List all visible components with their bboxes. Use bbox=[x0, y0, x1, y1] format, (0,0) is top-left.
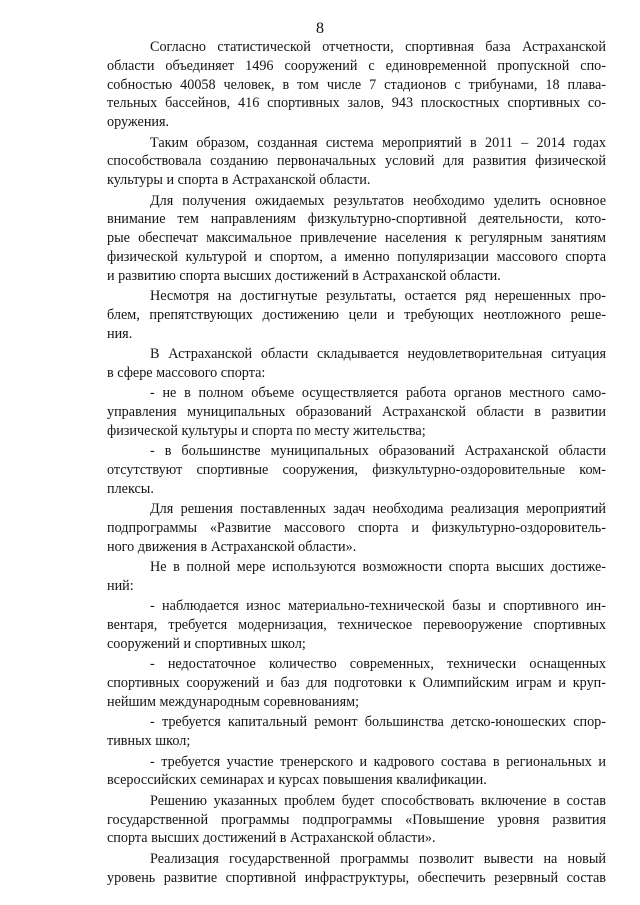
paragraph bbox=[107, 384, 606, 440]
text-line: Реализация государственной программы позволит вывести на новый bbox=[150, 850, 606, 867]
text-line: подпрограммы «Развитие массового спорта и физкультурно-оздоровитель- bbox=[107, 520, 606, 537]
text-line: культуры и спорта в Астраханской области. bbox=[107, 172, 371, 189]
text-line: плексы. bbox=[107, 480, 154, 497]
text-line: - недостаточное количество современных, технически оснащенных bbox=[150, 656, 606, 673]
text-line: собностью 40058 человек, в том числе 7 стадионов с трибунами, 18 плава- bbox=[107, 76, 606, 93]
text-line: оружения. bbox=[107, 114, 170, 131]
text-line: физической культуры и спорта по месту жительства; bbox=[107, 422, 426, 439]
text-line: Решению указанных проблем будет способствовать включение в состав bbox=[150, 792, 606, 809]
text-line: - в большинстве муниципальных образований Астраханской области bbox=[150, 443, 606, 460]
page-number: 8 bbox=[316, 20, 324, 37]
text-line: нейшим международным соревнованиям; bbox=[107, 694, 360, 711]
text-line: - не в полном объеме осуществляется работа органов местного само- bbox=[150, 385, 606, 402]
paragraph bbox=[107, 345, 606, 383]
paragraph bbox=[107, 792, 606, 848]
text-line: ния. bbox=[107, 325, 133, 342]
text-line: В Астраханской области складывается неудовлетворительная ситуация bbox=[150, 346, 606, 363]
paragraph bbox=[107, 287, 606, 343]
text-line: и развитию спорта высших достижений в Астраханской области. bbox=[107, 267, 501, 284]
text-line: сооружений и спортивных школ; bbox=[107, 636, 306, 653]
text-line: вентаря, требуется модернизация, техническое перевооружение спортивных bbox=[107, 617, 606, 634]
paragraph bbox=[107, 500, 606, 556]
paragraph bbox=[107, 558, 606, 596]
text-line: тельных бассейнов, 416 спортивных залов, 943 плоскостных спортивных со- bbox=[107, 95, 606, 112]
text-line: всероссийских семинарах и курсах повышения квалификации. bbox=[107, 772, 487, 789]
text-line: ного движения в Астраханской области». bbox=[107, 538, 357, 555]
paragraph bbox=[107, 753, 606, 791]
paragraph bbox=[107, 850, 606, 888]
text-line: спортивных сооружений и баз для подготовки к Олимпийским играм и круп- bbox=[107, 675, 606, 692]
paragraph bbox=[107, 192, 606, 286]
text-line: - наблюдается износ материально-технической базы и спортивного ин- bbox=[150, 598, 606, 615]
text-line: отсутствуют спортивные сооружения, физкультурно-оздоровительные ком- bbox=[107, 462, 606, 479]
text-line: Не в полной мере используются возможности спорта высших достиже- bbox=[150, 559, 606, 576]
text-line: уровень развитие спортивной инфраструктуры, обеспечить резервный состав bbox=[107, 869, 606, 886]
text-line: внимание тем направлениям физкультурно-спортивной деятельности, кото- bbox=[107, 211, 606, 228]
paragraph bbox=[107, 713, 606, 751]
paragraph bbox=[107, 655, 606, 711]
text-line: Для решения поставленных задач необходима реализация мероприятий bbox=[150, 501, 606, 518]
text-line: области объединяет 1496 сооружений с единовременной пропускной спо- bbox=[107, 57, 606, 74]
text-line: физической культурой и спортом, а именно популяризации массового спорта bbox=[107, 248, 606, 265]
document-body bbox=[107, 38, 606, 889]
paragraph bbox=[107, 134, 606, 190]
text-line: тивных школ; bbox=[107, 733, 191, 750]
text-line: Согласно статистической отчетности, спортивная база Астраханской bbox=[150, 39, 606, 55]
text-line: - требуется капитальный ремонт большинства детско-юношеских спор- bbox=[150, 714, 606, 731]
text-line: - требуется участие тренерского и кадрового состава в региональных и bbox=[150, 753, 606, 770]
text-line: управления муниципальных образований Астраханской области в развитии bbox=[107, 404, 606, 421]
text-line: Таким образом, созданная система мероприятий в 2011 – 2014 годах bbox=[150, 134, 606, 151]
text-line: Несмотря на достигнутые результаты, остается ряд нерешенных про- bbox=[150, 288, 606, 305]
text-line: государственной программы подпрограммы «Повышение уровня развития bbox=[107, 811, 606, 828]
text-line: в сфере массового спорта: bbox=[107, 364, 266, 381]
text-line: блем, препятствующих достижению цели и требующих неотложного реше- bbox=[107, 306, 606, 323]
text-line: спорта высших достижений в Астраханской области». bbox=[107, 830, 436, 847]
text-line: способствовала созданию первоначальных условий для развития физической bbox=[107, 153, 606, 170]
text-line: Для получения ожидаемых результатов необходимо уделить основное bbox=[150, 192, 606, 209]
text-line: ний: bbox=[107, 578, 134, 595]
paragraph bbox=[107, 38, 606, 132]
paragraph bbox=[107, 597, 606, 653]
text-line: рые обеспечат максимальное привлечение населения к регулярным занятиям bbox=[107, 230, 606, 247]
paragraph bbox=[107, 442, 606, 498]
